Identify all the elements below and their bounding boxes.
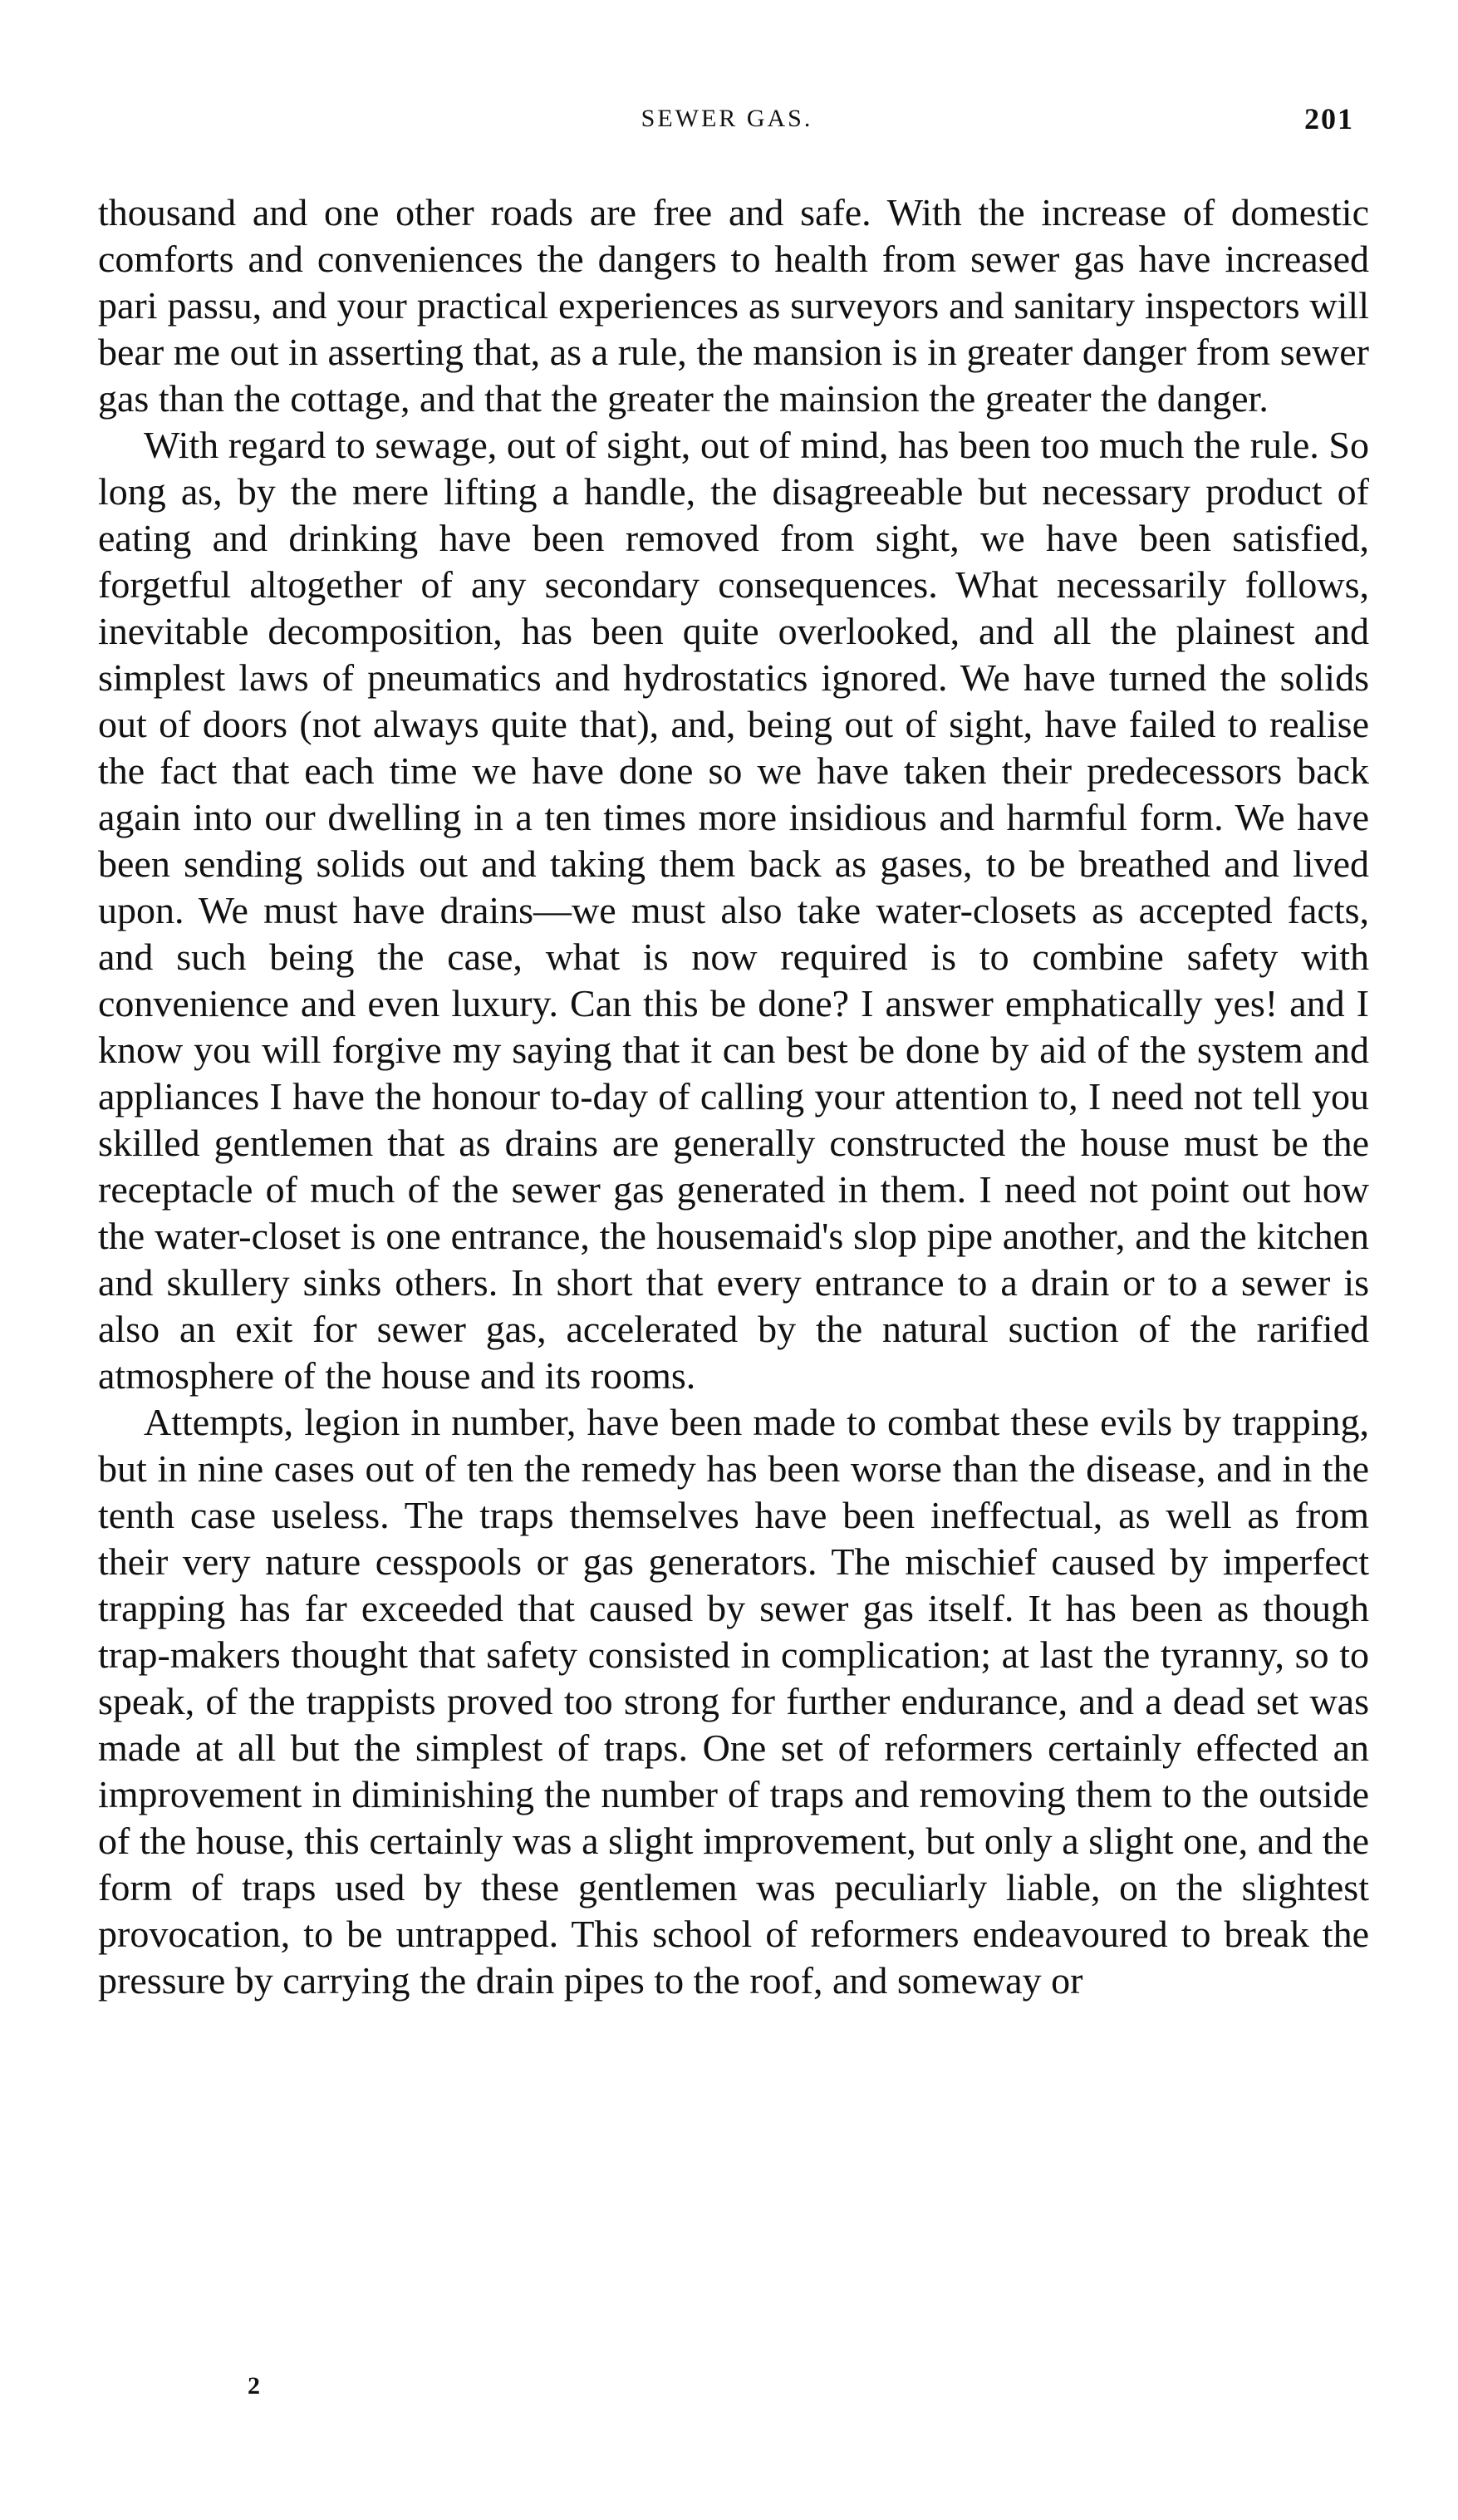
paragraph-trapping: Attempts, legion in number, have been made to combat these evils by trapping, but in nine cases out of ten the remedy has been worse than the disease, and in the tenth case useless. The traps themselves have been ineffectual, as well as from their very nature cesspools or gas generators. The mischief caused by imperfect trapping has far exceeded that caused by sewer gas itself. It has been as though trap-makers thought that safety consisted in complication; at last the tyranny, so to speak, of the trappists proved too strong for further endurance, and a dead set was made at all but the simplest of traps. One set of reformers certainly effected an improvement in diminishing the number of traps and removing them to the outside of the house, this certainly was a slight improvement, but only a slight one, and the form of traps used by these gentlemen was peculiarly liable, on the slightest provocation, to be untrapped. This school of reformers endeavoured to break the pressure by carrying the drain pipes to the roof, and someway or (98, 1401, 1369, 2002)
body-text (98, 189, 1369, 2004)
paragraph-sewage: With regard to sewage, out of sight, out of mind, has been too much the rule. So long as, by the mere lifting a handle, the disagreeable but necessary product of eating and drinking have been removed from sight, we have been satisfied, forgetful altogether of any secondary consequences. What necessarily follows, inevitable decomposition, has been quite overlooked, and all the plainest and simplest laws of pneumatics and hydrostatics ignored. We have turned the solids out of doors (not always quite that), and, being out of sight, have failed to realise the fact that each time we have done so we have taken their predecessors back again into our dwelling in a ten times more insidious and harmful form. We have been sending solids out and taking them back as gases, to be breathed and lived upon. We must have drains—we must also take water-closets as accepted facts, and such being the case, what is now required is to combine safety with convenience and even luxury. Can this be done? I answer emphatically yes! and I know you will forgive my saying that it can best be done by aid of the system and appliances I have the honour to-day of calling your attention to, I need not tell you skilled gentlemen that as drains are generally constructed the house must be the receptacle of much of the sewer gas generated in them. I need not point out how the water-closet is one entrance, the housemaid's slop pipe another, and the kitchen and skullery sinks others. In short that every entrance to a drain or to a sewer is also an exit for sewer gas, accelerated by the natural suction of the rarified atmosphere of the house and its rooms. (98, 424, 1369, 1397)
page-number: 201 (1304, 102, 1354, 135)
signature-mark: 2 (248, 2372, 260, 2400)
paragraph-continuation: thousand and one other roads are free and safe. With the increase of domestic comforts and conveniences the dangers to health from sewer gas have increased pari passu, and your practical experiences as surveyors and sanitary inspectors will bear me out in asserting that, as a rule, the mansion is in greater danger from sewer gas than the cottage, and that the greater the mainsion the greater the danger. (98, 191, 1369, 420)
running-head (91, 98, 1362, 140)
running-title: SEWER GAS. (641, 105, 813, 132)
